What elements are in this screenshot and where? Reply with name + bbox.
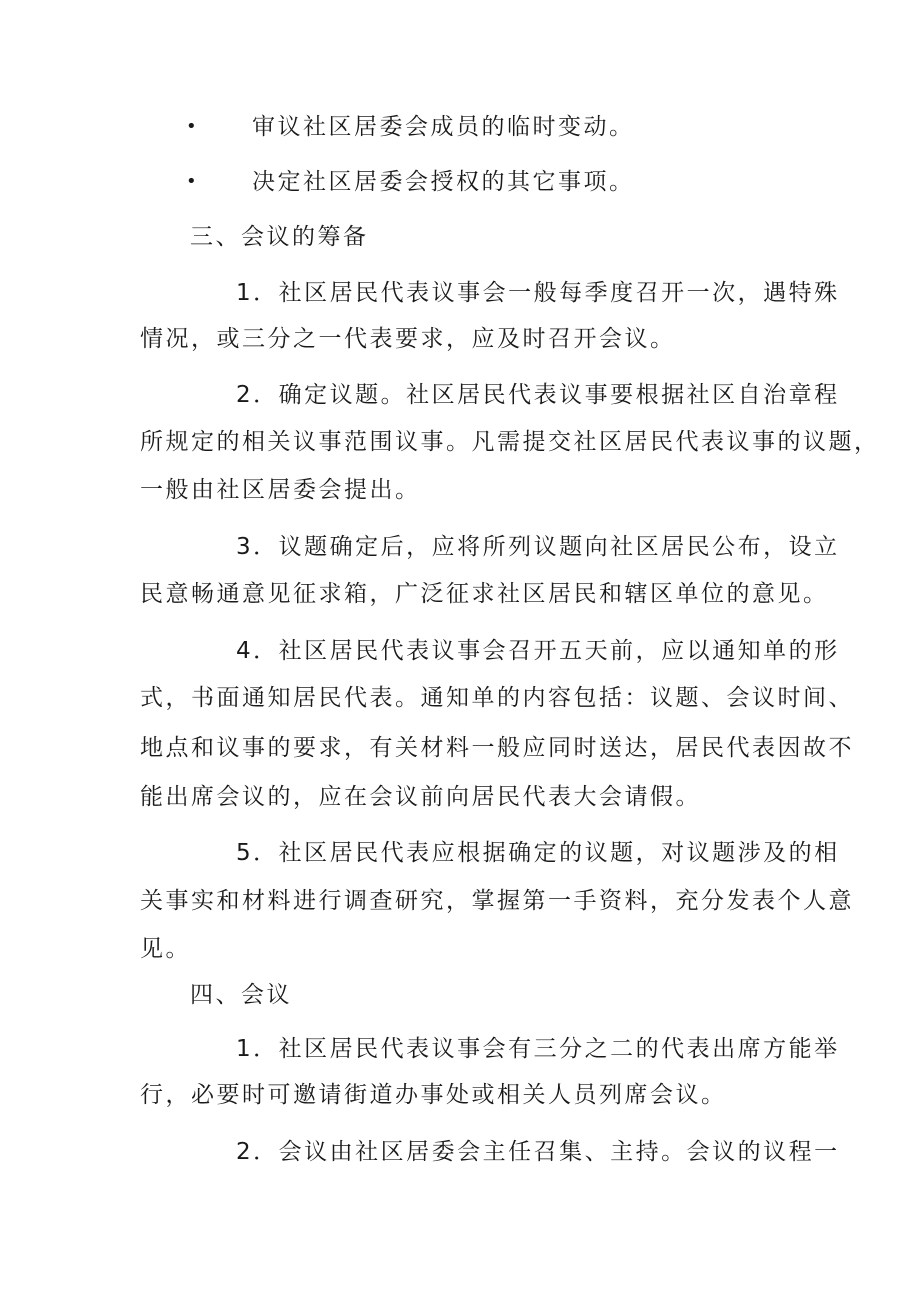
paragraph-line: 式，书面通知居民代表。通知单的内容包括：议题、会议时间、: [140, 685, 854, 711]
paragraph-line: 情况，或三分之一代表要求，应及时召开会议。: [140, 326, 676, 352]
paragraph-line: 所规定的相关议事范围议事。凡需提交社区居民代表议事的议题，: [140, 429, 880, 455]
paragraph-line: 能出席会议的，应在会议前向居民代表大会请假。: [140, 784, 701, 810]
paragraph-line: 1．社区居民代表议事会一般每季度召开一次，遇特殊: [236, 280, 840, 306]
paragraph-line: 行，必要时可邀请街道办事处或相关人员列席会议。: [140, 1082, 727, 1108]
section-heading-4: 四、会议: [190, 982, 292, 1008]
bullet-item-2: 决定社区居委会授权的其它事项。: [252, 169, 635, 195]
paragraph-line: 1．社区居民代表议事会有三分之二的代表出席方能举: [236, 1036, 840, 1062]
paragraph-line: 一般由社区居委会提出。: [140, 477, 421, 503]
paragraph-line: 4．社区居民代表议事会召开五天前，应以通知单的形: [236, 638, 840, 664]
paragraph-line: 3．议题确定后，应将所列议题向社区居民公布，设立: [236, 534, 840, 560]
paragraph-line: 2．确定议题。社区居民代表议事要根据社区自治章程: [236, 382, 840, 408]
paragraph-line: 地点和议事的要求，有关材料一般应同时送达，居民代表因故不: [140, 735, 854, 761]
bullet-dot: •: [186, 116, 197, 137]
paragraph-line: 见。: [140, 936, 191, 962]
paragraph-line: 2．会议由社区居委会主任召集、主持。会议的议程一: [236, 1139, 840, 1165]
paragraph-line: 5．社区居民代表应根据确定的议题，对议题涉及的相: [236, 840, 840, 866]
section-heading-3: 三、会议的筹备: [190, 224, 369, 250]
bullet-item-1: 审议社区居委会成员的临时变动。: [252, 114, 635, 140]
paragraph-line: 民意畅通意见征求箱，广泛征求社区居民和辖区单位的意见。: [140, 581, 829, 607]
paragraph-line: 关事实和材料进行调查研究，掌握第一手资料，充分发表个人意: [140, 888, 854, 914]
bullet-dot: •: [186, 171, 197, 192]
